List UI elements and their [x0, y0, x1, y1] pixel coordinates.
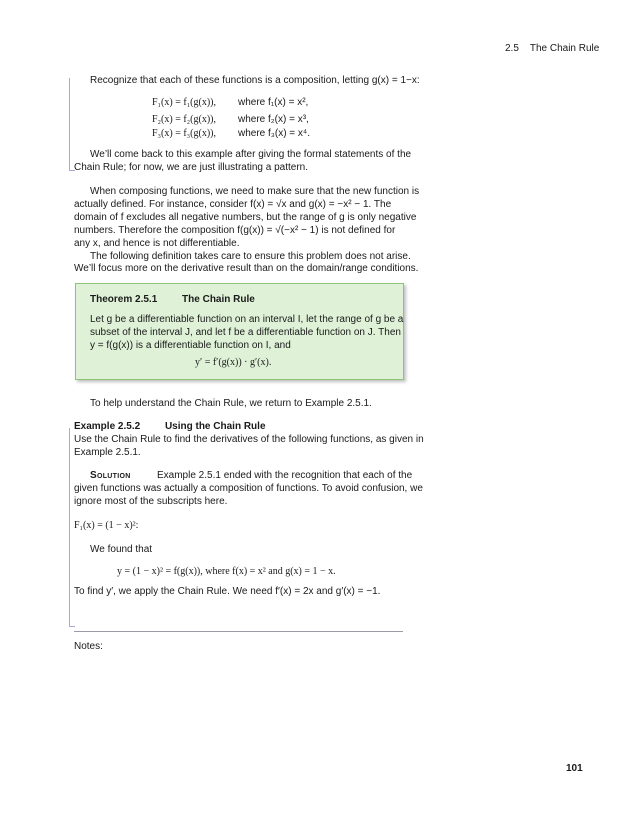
case-heading: F₁(x) = (1 − x)²:	[74, 520, 139, 531]
running-head	[505, 42, 599, 56]
solution-label: Solution	[90, 470, 131, 481]
example-margin-bar	[69, 78, 70, 170]
paragraph-line: numbers. Therefore the composition f(g(x)) = √(−x² − 1) is not defined for	[74, 225, 396, 236]
example-title: Using the Chain Rule	[164, 421, 266, 432]
composition-lhs: F₁(x) = f₁(g(x)),	[152, 97, 216, 108]
paragraph-line: actually defined. For instance, consider f(x) = √x and g(x) = −x² − 1. The	[74, 199, 392, 210]
paragraph-line: To help understand the Chain Rule, we return to Example 2.5.1.	[90, 398, 372, 409]
composition-lhs: F₂(x) = f₂(g(x)),	[152, 114, 216, 125]
notes-divider	[74, 631, 403, 632]
solution-line: ignore most of the subscripts here.	[74, 496, 228, 507]
intro-line: Recognize that each of these functions is a composition, letting g(x) = 1−x:	[90, 75, 420, 86]
solution-line: We found that	[90, 544, 153, 555]
theorem-box	[75, 283, 404, 380]
theorem-line: Let g be a differentiable function on an interval I, let the range of g be a	[90, 314, 404, 325]
composition-rhs: where f₂(x) = x³,	[238, 114, 309, 125]
paragraph-line: We’ll focus more on the derivative result than on the domain/range conditions.	[74, 263, 419, 274]
theorem-title: The Chain Rule	[182, 294, 255, 305]
section-number: 2.5	[505, 43, 519, 54]
paragraph-line: Chain Rule; for now, we are just illustrating a pattern.	[74, 162, 309, 173]
example-line: Example 2.5.1.	[74, 447, 141, 458]
paragraph-line: The following definition takes care to ensure this problem does not arise.	[90, 251, 411, 262]
notes-label: Notes:	[74, 641, 103, 652]
paragraph-line: domain of f excludes all negative numbers, but the range of g is only negative	[74, 212, 417, 223]
page-number: 101	[566, 763, 583, 774]
paragraph-line: When composing functions, we need to make sure that the new function is	[90, 186, 420, 197]
solution-equation: y = (1 − x)² = f(g(x)), where f(x) = x² and g(x) = 1 − x.	[117, 566, 336, 577]
composition-rhs: where f₁(x) = x²,	[238, 97, 309, 108]
theorem-number: Theorem 2.5.1	[90, 294, 158, 305]
example-margin-bar-end	[69, 626, 75, 627]
solution-line: To find y′, we apply the Chain Rule. We need f′(x) = 2x and g′(x) = −1.	[74, 586, 381, 597]
theorem-formula: y′ = f′(g(x)) · g′(x).	[195, 357, 272, 368]
example-line: Use the Chain Rule to find the derivatives of the following functions, as given in	[74, 434, 424, 445]
theorem-heading	[90, 293, 255, 307]
solution-line: given functions was actually a composition of functions. To avoid confusion, we	[74, 483, 423, 494]
solution-line: Example 2.5.1 ended with the recognition that each of the	[157, 470, 413, 481]
example-margin-bar	[69, 428, 70, 626]
theorem-line: y = f(g(x)) is a differentiable function on I, and	[90, 340, 291, 351]
example-heading	[74, 420, 266, 434]
paragraph-line: any x, and hence is not differentiable.	[74, 238, 240, 249]
section-title: The Chain Rule	[529, 43, 600, 54]
composition-rhs: where f₃(x) = x⁴.	[238, 128, 310, 139]
composition-lhs: F₃(x) = f₃(g(x)),	[152, 128, 216, 139]
paragraph-line: We’ll come back to this example after giving the formal statements of the	[90, 149, 412, 160]
theorem-line: subset of the interval J, and let f be a differentiable function on J. Then	[90, 327, 401, 338]
example-number: Example 2.5.2	[74, 421, 141, 432]
